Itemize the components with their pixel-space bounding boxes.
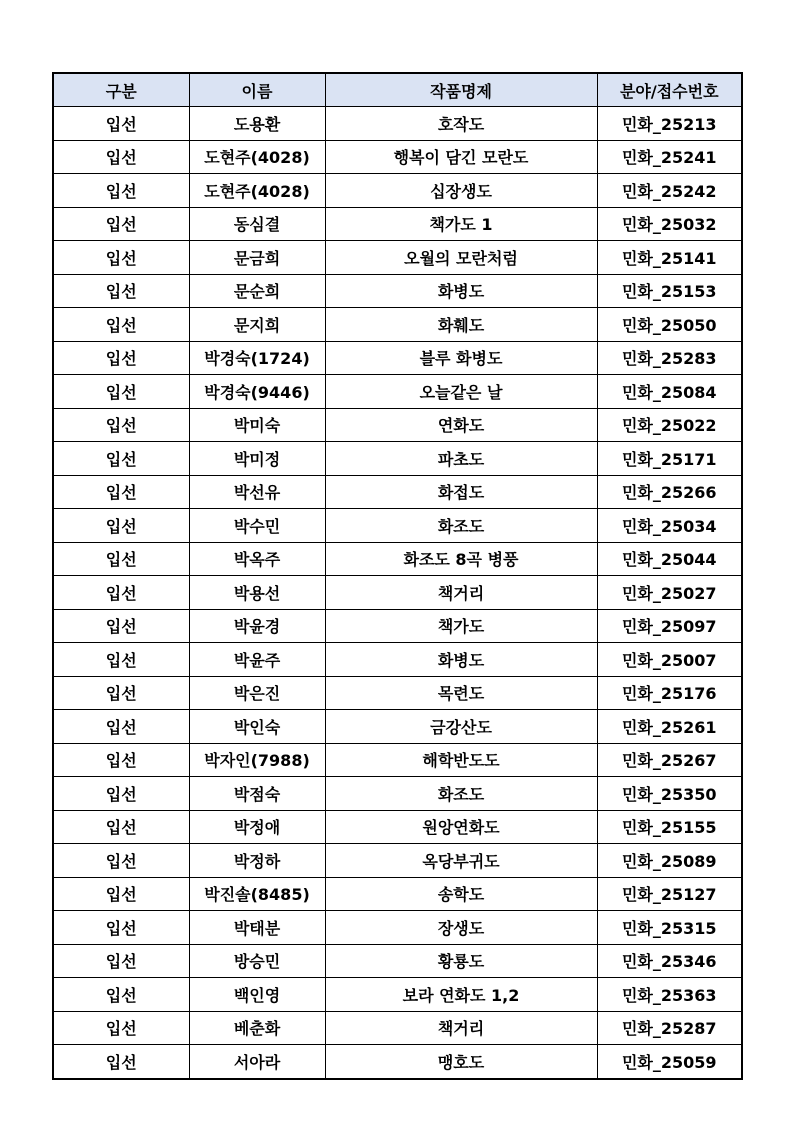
table-row: [53, 576, 742, 610]
cell-name: 백인영: [189, 978, 325, 1012]
cell-category: 입선: [53, 944, 189, 978]
cell-category: 입선: [53, 676, 189, 710]
table-row: [53, 944, 742, 978]
table-row: [53, 509, 742, 543]
table-row: [53, 810, 742, 844]
cell-field-number: 민화_25032: [597, 207, 742, 241]
table-row: [53, 174, 742, 208]
header-name: 이름: [189, 73, 325, 107]
cell-name: 베춘화: [189, 1011, 325, 1045]
table-row: [53, 877, 742, 911]
cell-name: 박경숙(9446): [189, 375, 325, 409]
table-row: [53, 1045, 742, 1079]
cell-category: 입선: [53, 509, 189, 543]
cell-name: 문금희: [189, 241, 325, 275]
cell-field-number: 민화_25171: [597, 442, 742, 476]
table-row: [53, 743, 742, 777]
cell-name: 박점숙: [189, 777, 325, 811]
table-row: [53, 475, 742, 509]
cell-field-number: 민화_25242: [597, 174, 742, 208]
cell-category: 입선: [53, 274, 189, 308]
cell-field-number: 민화_25176: [597, 676, 742, 710]
cell-category: 입선: [53, 877, 189, 911]
cell-name: 서아라: [189, 1045, 325, 1079]
cell-category: 입선: [53, 375, 189, 409]
table-row: [53, 207, 742, 241]
cell-category: 입선: [53, 408, 189, 442]
cell-title: 원앙연화도: [325, 810, 597, 844]
cell-title: 금강산도: [325, 710, 597, 744]
cell-title: 책가도 1: [325, 207, 597, 241]
cell-field-number: 민화_25346: [597, 944, 742, 978]
table-row: [53, 341, 742, 375]
cell-title: 화조도 8곡 병풍: [325, 542, 597, 576]
cell-field-number: 민화_25350: [597, 777, 742, 811]
cell-field-number: 민화_25034: [597, 509, 742, 543]
cell-name: 문지희: [189, 308, 325, 342]
cell-category: 입선: [53, 810, 189, 844]
cell-title: 화접도: [325, 475, 597, 509]
cell-title: 목련도: [325, 676, 597, 710]
cell-field-number: 민화_25153: [597, 274, 742, 308]
cell-field-number: 민화_25213: [597, 107, 742, 141]
table-row: [53, 408, 742, 442]
table-row: [53, 609, 742, 643]
table-row: [53, 542, 742, 576]
table-row: [53, 107, 742, 141]
cell-name: 동심결: [189, 207, 325, 241]
cell-category: 입선: [53, 308, 189, 342]
cell-name: 박진솔(8485): [189, 877, 325, 911]
cell-field-number: 민화_25287: [597, 1011, 742, 1045]
cell-category: 입선: [53, 542, 189, 576]
table-row: [53, 777, 742, 811]
cell-field-number: 민화_25155: [597, 810, 742, 844]
cell-category: 입선: [53, 475, 189, 509]
cell-field-number: 민화_25363: [597, 978, 742, 1012]
cell-name: 박용선: [189, 576, 325, 610]
cell-title: 화조도: [325, 777, 597, 811]
table-row: [53, 710, 742, 744]
cell-title: 책거리: [325, 576, 597, 610]
cell-field-number: 민화_25241: [597, 140, 742, 174]
cell-category: 입선: [53, 442, 189, 476]
cell-title: 책거리: [325, 1011, 597, 1045]
header-field-number: 분야/접수번호: [597, 73, 742, 107]
table-row: [53, 978, 742, 1012]
cell-name: 박태분: [189, 911, 325, 945]
table-row: [53, 140, 742, 174]
cell-field-number: 민화_25044: [597, 542, 742, 576]
cell-title: 책가도: [325, 609, 597, 643]
header-row: [53, 73, 742, 107]
cell-title: 장생도: [325, 911, 597, 945]
cell-field-number: 민화_25027: [597, 576, 742, 610]
cell-field-number: 민화_25050: [597, 308, 742, 342]
cell-title: 화병도: [325, 643, 597, 677]
cell-name: 박수민: [189, 509, 325, 543]
cell-name: 박인숙: [189, 710, 325, 744]
table-row: [53, 911, 742, 945]
cell-category: 입선: [53, 140, 189, 174]
table-body: [53, 107, 742, 1079]
cell-field-number: 민화_25267: [597, 743, 742, 777]
cell-name: 박선유: [189, 475, 325, 509]
cell-name: 박윤경: [189, 609, 325, 643]
cell-category: 입선: [53, 844, 189, 878]
cell-field-number: 민화_25261: [597, 710, 742, 744]
cell-title: 화병도: [325, 274, 597, 308]
cell-field-number: 민화_25266: [597, 475, 742, 509]
cell-title: 해학반도도: [325, 743, 597, 777]
cell-category: 입선: [53, 710, 189, 744]
cell-name: 박정하: [189, 844, 325, 878]
table-row: [53, 241, 742, 275]
table-row: [53, 643, 742, 677]
cell-name: 도현주(4028): [189, 174, 325, 208]
cell-title: 송학도: [325, 877, 597, 911]
table-row: [53, 442, 742, 476]
cell-field-number: 민화_25315: [597, 911, 742, 945]
cell-title: 행복이 담긴 모란도: [325, 140, 597, 174]
cell-name: 박은진: [189, 676, 325, 710]
cell-field-number: 민화_25127: [597, 877, 742, 911]
cell-name: 방승민: [189, 944, 325, 978]
cell-title: 오월의 모란처럼: [325, 241, 597, 275]
cell-category: 입선: [53, 978, 189, 1012]
cell-category: 입선: [53, 341, 189, 375]
cell-category: 입선: [53, 743, 189, 777]
table-row: [53, 676, 742, 710]
cell-title: 십장생도: [325, 174, 597, 208]
cell-category: 입선: [53, 241, 189, 275]
cell-category: 입선: [53, 643, 189, 677]
cell-category: 입선: [53, 777, 189, 811]
cell-field-number: 민화_25089: [597, 844, 742, 878]
cell-field-number: 민화_25084: [597, 375, 742, 409]
cell-title: 맹호도: [325, 1045, 597, 1079]
cell-name: 박옥주: [189, 542, 325, 576]
cell-title: 블루 화병도: [325, 341, 597, 375]
cell-field-number: 민화_25022: [597, 408, 742, 442]
cell-category: 입선: [53, 609, 189, 643]
cell-name: 박정애: [189, 810, 325, 844]
cell-field-number: 민화_25283: [597, 341, 742, 375]
cell-category: 입선: [53, 107, 189, 141]
cell-name: 박미숙: [189, 408, 325, 442]
cell-name: 도용환: [189, 107, 325, 141]
cell-name: 문순희: [189, 274, 325, 308]
cell-title: 황룡도: [325, 944, 597, 978]
cell-title: 화조도: [325, 509, 597, 543]
cell-category: 입선: [53, 576, 189, 610]
table-row: [53, 844, 742, 878]
cell-category: 입선: [53, 911, 189, 945]
cell-title: 파초도: [325, 442, 597, 476]
cell-name: 박자인(7988): [189, 743, 325, 777]
cell-title: 보라 연화도 1,2: [325, 978, 597, 1012]
cell-field-number: 민화_25097: [597, 609, 742, 643]
table-row: [53, 308, 742, 342]
header-category: 구분: [53, 73, 189, 107]
cell-title: 오늘같은 날: [325, 375, 597, 409]
cell-field-number: 민화_25059: [597, 1045, 742, 1079]
cell-category: 입선: [53, 207, 189, 241]
cell-name: 도현주(4028): [189, 140, 325, 174]
cell-category: 입선: [53, 174, 189, 208]
table-header: [53, 73, 742, 107]
header-title: 작품명제: [325, 73, 597, 107]
cell-category: 입선: [53, 1011, 189, 1045]
cell-field-number: 민화_25007: [597, 643, 742, 677]
cell-name: 박윤주: [189, 643, 325, 677]
cell-category: 입선: [53, 1045, 189, 1079]
awards-table: [52, 72, 743, 1080]
cell-name: 박미정: [189, 442, 325, 476]
cell-title: 연화도: [325, 408, 597, 442]
cell-title: 옥당부귀도: [325, 844, 597, 878]
cell-title: 호작도: [325, 107, 597, 141]
cell-title: 화훼도: [325, 308, 597, 342]
table-row: [53, 274, 742, 308]
table-row: [53, 375, 742, 409]
cell-field-number: 민화_25141: [597, 241, 742, 275]
table-row: [53, 1011, 742, 1045]
cell-name: 박경숙(1724): [189, 341, 325, 375]
